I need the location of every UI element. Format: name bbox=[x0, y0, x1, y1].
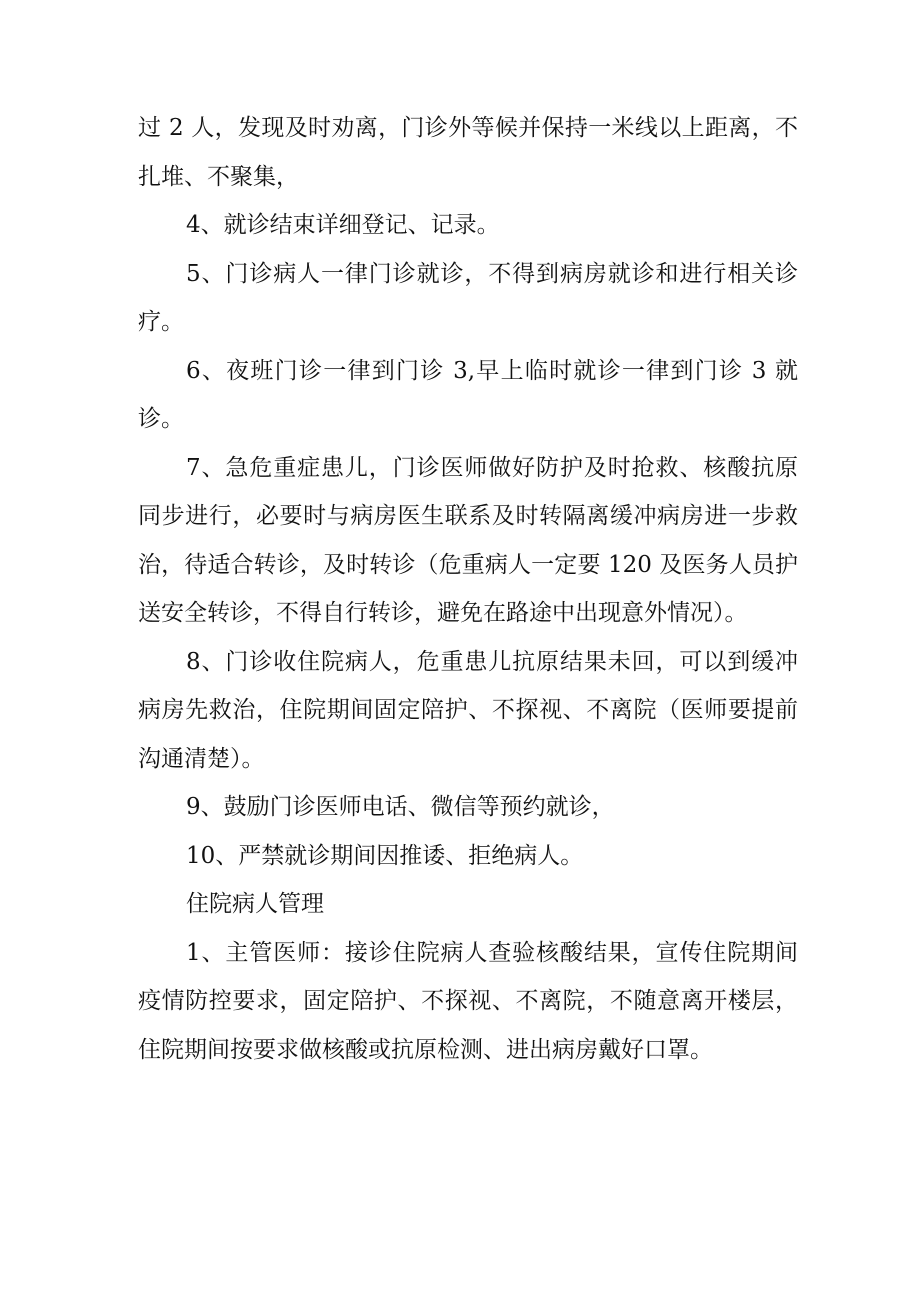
section-heading-inpatient-management: 住院病人管理 bbox=[186, 891, 324, 917]
paragraph-item-10: 10、严禁就诊期间因推诿、拒绝病人。 bbox=[186, 842, 584, 869]
paragraph-item-5: 5、门诊病人一律门诊就诊，不得到病房就诊和进行相关诊疗。 bbox=[138, 260, 798, 335]
paragraph-item-6: 6、夜班门诊一律到门诊 3,早上临时就诊一律到门诊 3 就诊。 bbox=[138, 357, 798, 432]
paragraph-item-8: 8、门诊收住院病人，危重患儿抗原结果未回，可以到缓冲病房先救治，住院期间固定陪护、不探视、不离院（医师要提前沟通清楚）。 bbox=[138, 648, 798, 772]
document-body bbox=[138, 104, 798, 1074]
paragraph-inpatient-item-1: 1、主管医师：接诊住院病人查验核酸结果，宣传住院期间疫情防控要求，固定陪护、不探视、不离院，不随意离开楼层，住院期间按要求做核酸或抗原检测、进出病房戴好口罩。 bbox=[138, 939, 798, 1063]
paragraph-item-4: 4、就诊结束详细登记、记录。 bbox=[186, 212, 500, 238]
paragraph-item-9: 9、鼓励门诊医师电话、微信等预约就诊， bbox=[186, 794, 615, 820]
paragraph-item-7: 7、急危重症患儿，门诊医师做好防护及时抢救、核酸抗原同步进行，必要时与病房医生联系及时转隔离缓冲病房进一步救治，待适合转诊，及时转诊（危重病人一定要 120 及医务人员护送安全转诊，不得自行转诊，避免在路途中出现意外情况）。 bbox=[138, 454, 798, 626]
paragraph-continuation: 过 2 人，发现及时劝离，门诊外等候并保持一米线以上距离，不扎堆、不聚集， bbox=[138, 115, 798, 190]
